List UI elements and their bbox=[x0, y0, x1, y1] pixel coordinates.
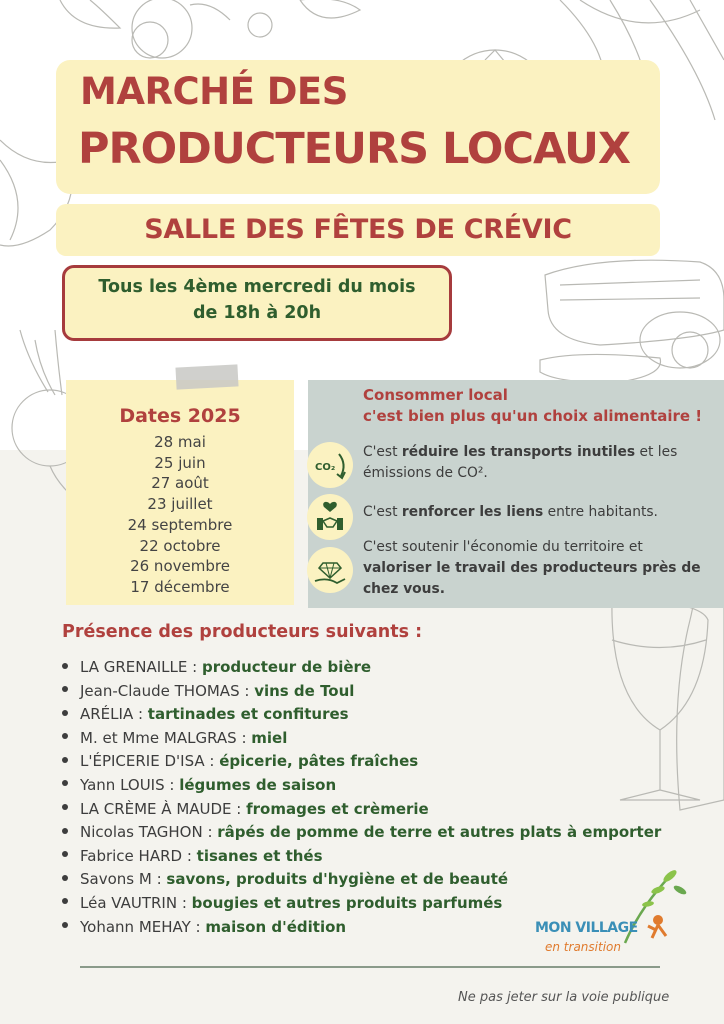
producer-name: Fabrice HARD : bbox=[80, 846, 197, 865]
list-item bbox=[62, 703, 661, 727]
producer-name: M. et Mme MALGRAS : bbox=[80, 728, 252, 747]
local-point-1-post: et les émissions de CO². bbox=[363, 444, 678, 481]
producer-desc: râpés de pomme de terre et autres plats à emporter bbox=[217, 823, 662, 842]
mon-village-logo-icon bbox=[530, 868, 690, 948]
bullet-icon bbox=[62, 663, 68, 669]
producer-name: LA CRÈME À MAUDE : bbox=[80, 799, 247, 818]
local-point-3 bbox=[363, 537, 703, 600]
producer-name: Savons M : bbox=[80, 870, 167, 889]
producer-desc: miel bbox=[251, 728, 288, 747]
logo-text-line2: en transition bbox=[545, 940, 621, 954]
producer-name: Jean-Claude THOMAS : bbox=[80, 681, 255, 700]
local-point-1-pre: C'est bbox=[363, 444, 402, 460]
schedule-box bbox=[62, 265, 452, 341]
dates-list bbox=[66, 432, 294, 598]
list-item bbox=[62, 821, 661, 845]
tape-decoration bbox=[175, 364, 238, 389]
local-point-2 bbox=[363, 502, 703, 523]
date-item: 25 juin bbox=[154, 453, 206, 472]
producer-desc: épicerie, pâtes fraîches bbox=[219, 752, 419, 771]
local-point-2-pre: C'est bbox=[363, 504, 402, 520]
date-item: 27 août bbox=[151, 474, 209, 493]
local-heading-2: c'est bien plus qu'un choix alimentaire ! bbox=[363, 407, 703, 425]
producer-desc: tisanes et thés bbox=[196, 846, 323, 865]
schedule-line2: de 18h à 20h bbox=[192, 303, 322, 323]
list-item bbox=[62, 845, 661, 869]
diamond-hand-icon bbox=[307, 547, 353, 593]
logo-text-line1: MON VILLAGE bbox=[535, 920, 638, 936]
local-point-2-post: entre habitants. bbox=[543, 504, 658, 520]
producer-name: ARÉLIA : bbox=[80, 705, 148, 724]
dates-title: Dates 2025 bbox=[119, 405, 241, 427]
bullet-icon bbox=[62, 804, 68, 810]
producer-desc: maison d'édition bbox=[205, 917, 347, 936]
bullet-icon bbox=[62, 828, 68, 834]
local-point-2-bold: renforcer les liens bbox=[401, 504, 544, 520]
list-item bbox=[62, 680, 661, 704]
producer-desc: tartinades et confitures bbox=[147, 705, 349, 724]
list-item bbox=[62, 798, 661, 822]
producers-title: Présence des producteurs suivants : bbox=[62, 622, 423, 642]
producer-name: Léa VAUTRIN : bbox=[80, 893, 192, 912]
producer-name: Nicolas TAGHON : bbox=[80, 823, 218, 842]
local-point-3-bold: valoriser le travail des producteurs près de chez vous. bbox=[363, 560, 701, 597]
bullet-icon bbox=[62, 733, 68, 739]
producer-name: LA GRENAILLE : bbox=[80, 658, 202, 676]
dates-card bbox=[66, 380, 294, 605]
bullet-icon bbox=[62, 851, 68, 857]
producer-desc: bougies et autres produits parfumés bbox=[191, 893, 503, 912]
bullet-icon bbox=[62, 710, 68, 716]
page-title-line1: MARCHÉ DES bbox=[80, 70, 348, 113]
handshake-icon bbox=[307, 494, 353, 540]
page-title-line2: PRODUCTEURS LOCAUX bbox=[78, 124, 631, 174]
bullet-icon bbox=[62, 686, 68, 692]
date-item: 17 décembre bbox=[130, 577, 230, 596]
local-heading-1: Consommer local bbox=[363, 386, 508, 404]
producer-name: Yohann MEHAY : bbox=[80, 917, 206, 936]
date-item: 28 mai bbox=[154, 433, 206, 451]
producer-desc: légumes de saison bbox=[179, 775, 337, 794]
producer-desc: producteur de bière bbox=[201, 658, 372, 676]
local-point-1 bbox=[363, 442, 703, 484]
svg-text:CO₂: CO₂ bbox=[315, 462, 336, 473]
co2-icon bbox=[307, 442, 353, 488]
bullet-icon bbox=[62, 757, 68, 763]
schedule-line1: Tous les 4ème mercredi du mois bbox=[98, 277, 416, 297]
date-item: 24 septembre bbox=[127, 515, 233, 534]
producer-desc: savons, produits d'hygiène et de beauté bbox=[166, 870, 509, 889]
list-item bbox=[62, 656, 661, 680]
producer-name: Yann LOUIS : bbox=[80, 775, 180, 794]
bullet-icon bbox=[62, 922, 68, 928]
producer-desc: fromages et crèmerie bbox=[246, 799, 429, 818]
venue-subtitle: SALLE DES FÊTES DE CRÉVIC bbox=[144, 214, 572, 245]
producer-desc: vins de Toul bbox=[254, 681, 355, 700]
list-item bbox=[62, 750, 661, 774]
bullet-icon bbox=[62, 898, 68, 904]
date-item: 23 juillet bbox=[147, 495, 213, 514]
producer-name: L'ÉPICERIE D'ISA : bbox=[80, 752, 220, 771]
local-point-1-bold: réduire les transports inutiles bbox=[401, 444, 636, 460]
bullet-icon bbox=[62, 780, 68, 786]
date-item: 26 novembre bbox=[130, 557, 230, 576]
list-item bbox=[62, 727, 661, 751]
divider bbox=[80, 966, 660, 968]
footer-note: Ne pas jeter sur la voie publique bbox=[458, 990, 670, 1005]
bullet-icon bbox=[62, 875, 68, 881]
list-item bbox=[62, 774, 661, 798]
local-point-3-pre: C'est soutenir l'économie du territoire et bbox=[363, 539, 643, 555]
date-item: 22 octobre bbox=[139, 536, 221, 555]
